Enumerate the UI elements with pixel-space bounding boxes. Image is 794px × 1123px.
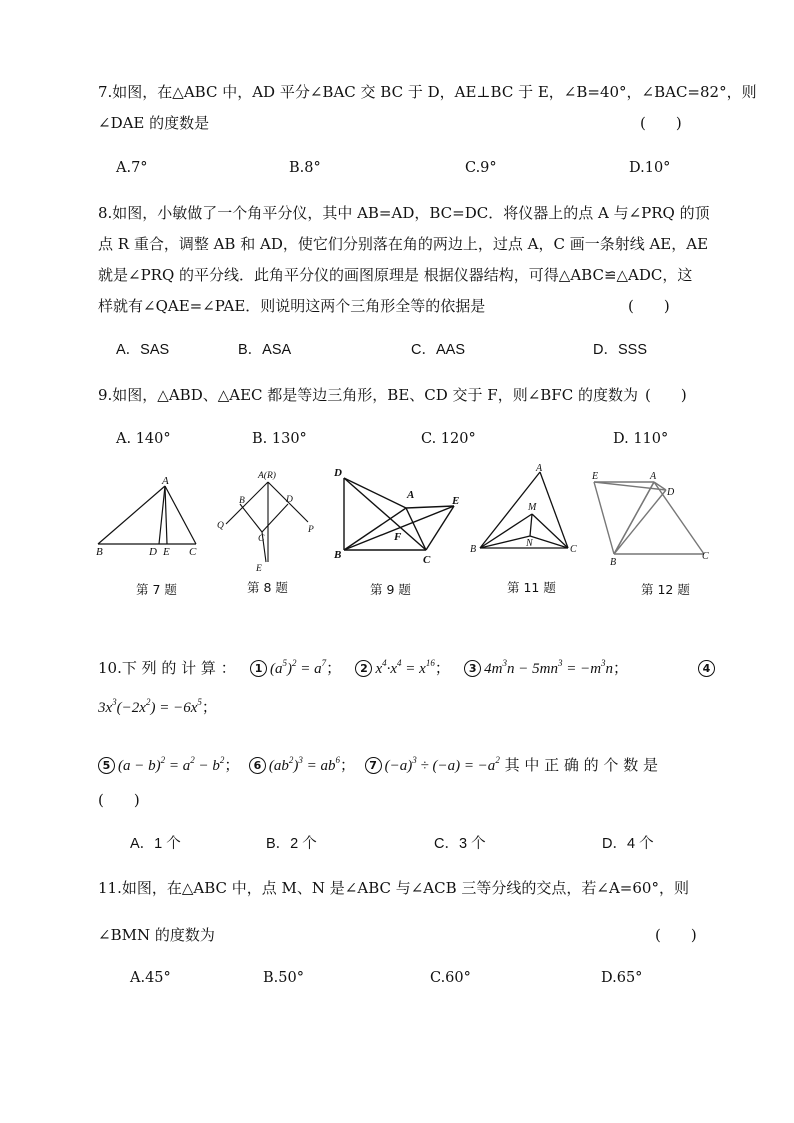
fig12-label-d: D [667, 487, 675, 498]
q9-answer-paren: ( ) [645, 386, 687, 404]
fig9-label-e: E [452, 495, 460, 507]
q7-option-d: D.10° [629, 160, 671, 176]
q10-item-2-number: 2 [355, 660, 372, 677]
fig12-label-b: B [610, 557, 617, 568]
fig11-label-m: M [528, 502, 537, 513]
figure-9-caption: 第 9 题 [370, 582, 411, 597]
fig12-label-a: A [650, 471, 657, 482]
figure-8-diagram [212, 466, 324, 576]
fig9-label-a: A [407, 489, 415, 501]
figure-12-diagram [586, 464, 716, 568]
fig7-label-e: E [163, 546, 170, 558]
q7-option-c: C.9° [465, 160, 497, 176]
fig7-label-a: A [162, 475, 169, 487]
q8-stem-line4: 样就有∠QAE=∠PAE．则说明这两个三角形全等的依据是 [98, 297, 486, 315]
q7-answer-paren: ( ) [640, 114, 682, 132]
fig8-label-c: C [258, 534, 265, 544]
fig7-label-b: B [96, 546, 103, 558]
q9-option-a: A. 140° [116, 431, 171, 447]
fig11-label-b: B [470, 544, 477, 555]
q7-option-a: A.7° [116, 160, 148, 176]
q10-option-a: A．1 个 [130, 836, 181, 852]
q11-option-b: B.50° [263, 970, 304, 986]
q10-item-4-number-wrap [698, 658, 718, 678]
q10-item-2-formula: $x^4\cdot x^4 = x^{16}$ [375, 658, 435, 677]
q10-stem-line3: 5 $(a - b)^2 = a^2 - b^2$； 6 $(ab^2)^3 = ab^6$； 7 $(-a)^3 \div (-a) = -a^2$ 其 中 正 确 的 个 数 是 [98, 755, 658, 776]
q11-option-c: C.60° [430, 970, 471, 986]
q10-option-d: D．4 个 [602, 836, 654, 852]
q10-item-6-number: 6 [249, 757, 266, 774]
q7-stem-line1: 7.如图，在△ABC 中，AD 平分∠BAC 交 BC 于 D，AE⊥BC 于 E，∠B=40°，∠BAC=82°，则 [98, 83, 757, 101]
fig7-label-d: D [149, 546, 157, 558]
q11-option-d: D.65° [601, 970, 643, 986]
q8-stem-line3: 就是∠PRQ 的平分线．此角平分仪的画图原理是 根据仪器结构，可得△ABC≌△ADC，这 [98, 266, 693, 284]
figure-12-caption: 第 12 题 [641, 582, 690, 597]
q10-stem-line2: $3x^3(-2x^2) = -6x^5$； [98, 697, 217, 716]
q10-item-4-number: 4 [698, 660, 715, 677]
figure-11-caption: 第 11 题 [507, 580, 556, 595]
figure-7-caption: 第 7 题 [136, 582, 177, 597]
q10-item-1-number: 1 [250, 660, 267, 677]
fig12-label-c: C [702, 551, 709, 562]
fig8-label-e: E [256, 564, 262, 574]
fig8-label-b: B [239, 496, 245, 506]
fig8-label-p: P [308, 525, 314, 535]
q9-option-c: C. 120° [421, 431, 476, 447]
q10-item-3-number: 3 [464, 660, 481, 677]
q10-item-7-number: 7 [365, 757, 382, 774]
fig8-label-d: D [286, 495, 293, 505]
q10-item-7-formula: $(-a)^3 \div (-a) = -a^2$ [384, 755, 500, 774]
q8-answer-paren: ( ) [628, 297, 670, 315]
q10-item-5-formula: $(a - b)^2 = a^2 - b^2$ [118, 755, 225, 774]
fig11-label-n: N [526, 538, 533, 549]
q10-item-6-formula: $(ab^2)^3 = ab^6$ [268, 755, 341, 774]
q8-option-a: A．SAS [116, 342, 170, 358]
q8-option-d: D．SSS [593, 342, 647, 358]
fig12-label-e: E [592, 471, 599, 482]
fig9-label-f: F [394, 531, 402, 543]
q10-tail: 其 中 正 确 的 个 数 是 [504, 756, 658, 774]
figure-9-diagram [330, 464, 470, 570]
fig8-label-q: Q [217, 521, 224, 531]
q10-option-b: B．2 个 [266, 836, 317, 852]
figure-7-diagram [92, 474, 204, 564]
q8-option-b: B．ASA [238, 342, 292, 358]
q9-option-d: D. 110° [613, 431, 669, 447]
fig9-label-b: B [334, 549, 342, 561]
q10-item-5-number: 5 [98, 757, 115, 774]
fig7-label-c: C [189, 546, 197, 558]
figure-8-caption: 第 8 题 [247, 580, 288, 595]
fig9-label-d: D [334, 467, 342, 479]
q11-stem-line2: ∠BMN 的度数为 [98, 926, 215, 944]
q7-stem-line2: ∠DAE 的度数是 [98, 114, 210, 132]
fig11-label-c: C [570, 544, 577, 555]
q11-answer-paren: ( ) [655, 926, 697, 944]
figure-11-diagram [466, 462, 586, 562]
fig11-label-a: A [536, 463, 543, 474]
q10-item-3-formula: $4m^3n - 5mn^3 = -m^3n$ [484, 658, 614, 677]
q11-option-a: A.45° [130, 970, 171, 986]
q10-item-4-formula: $3x^3(-2x^2) = -6x^5$ [98, 697, 202, 716]
fig9-label-c: C [423, 554, 431, 566]
q8-stem-line2: 点 R 重合，调整 AB 和 AD，使它们分别落在角的两边上，过点 A，C 画一条射线 AE，AE [98, 235, 709, 253]
q10-stem-line1: 10.下 列 的 计 算 ： 1 $(a^5)^2 = a^7$； 2 $x^4\cdot x^4 = x^{16}$； 3 $4m^3n - 5mn^3 = -m^3n$； [98, 658, 629, 677]
q10-option-c: C．3 个 [434, 836, 486, 852]
q10-lead: 10.下 列 的 计 算 ： [98, 659, 236, 677]
q9-stem-line1: 9.如图，△ABD、△AEC 都是等边三角形，BE、CD 交于 F，则∠BFC 的度数为 [98, 386, 638, 404]
q7-option-b: B.8° [289, 160, 321, 176]
fig8-label-ar: A(R) [258, 471, 276, 481]
q9-option-b: B. 130° [252, 431, 307, 447]
q11-stem-line1: 11.如图，在△ABC 中，点 M、N 是∠ABC 与∠ACB 三等分线的交点，若∠A=60°，则 [98, 879, 689, 897]
q10-item-1-formula: $(a^5)^2 = a^7$ [270, 658, 327, 677]
q10-answer-paren: ( ) [98, 791, 140, 809]
q8-option-c: C．AAS [411, 342, 465, 358]
q8-stem-line1: 8.如图，小敏做了一个角平分仪，其中 AB=AD，BC=DC．将仪器上的点 A 与∠PRQ 的顶 [98, 204, 710, 222]
